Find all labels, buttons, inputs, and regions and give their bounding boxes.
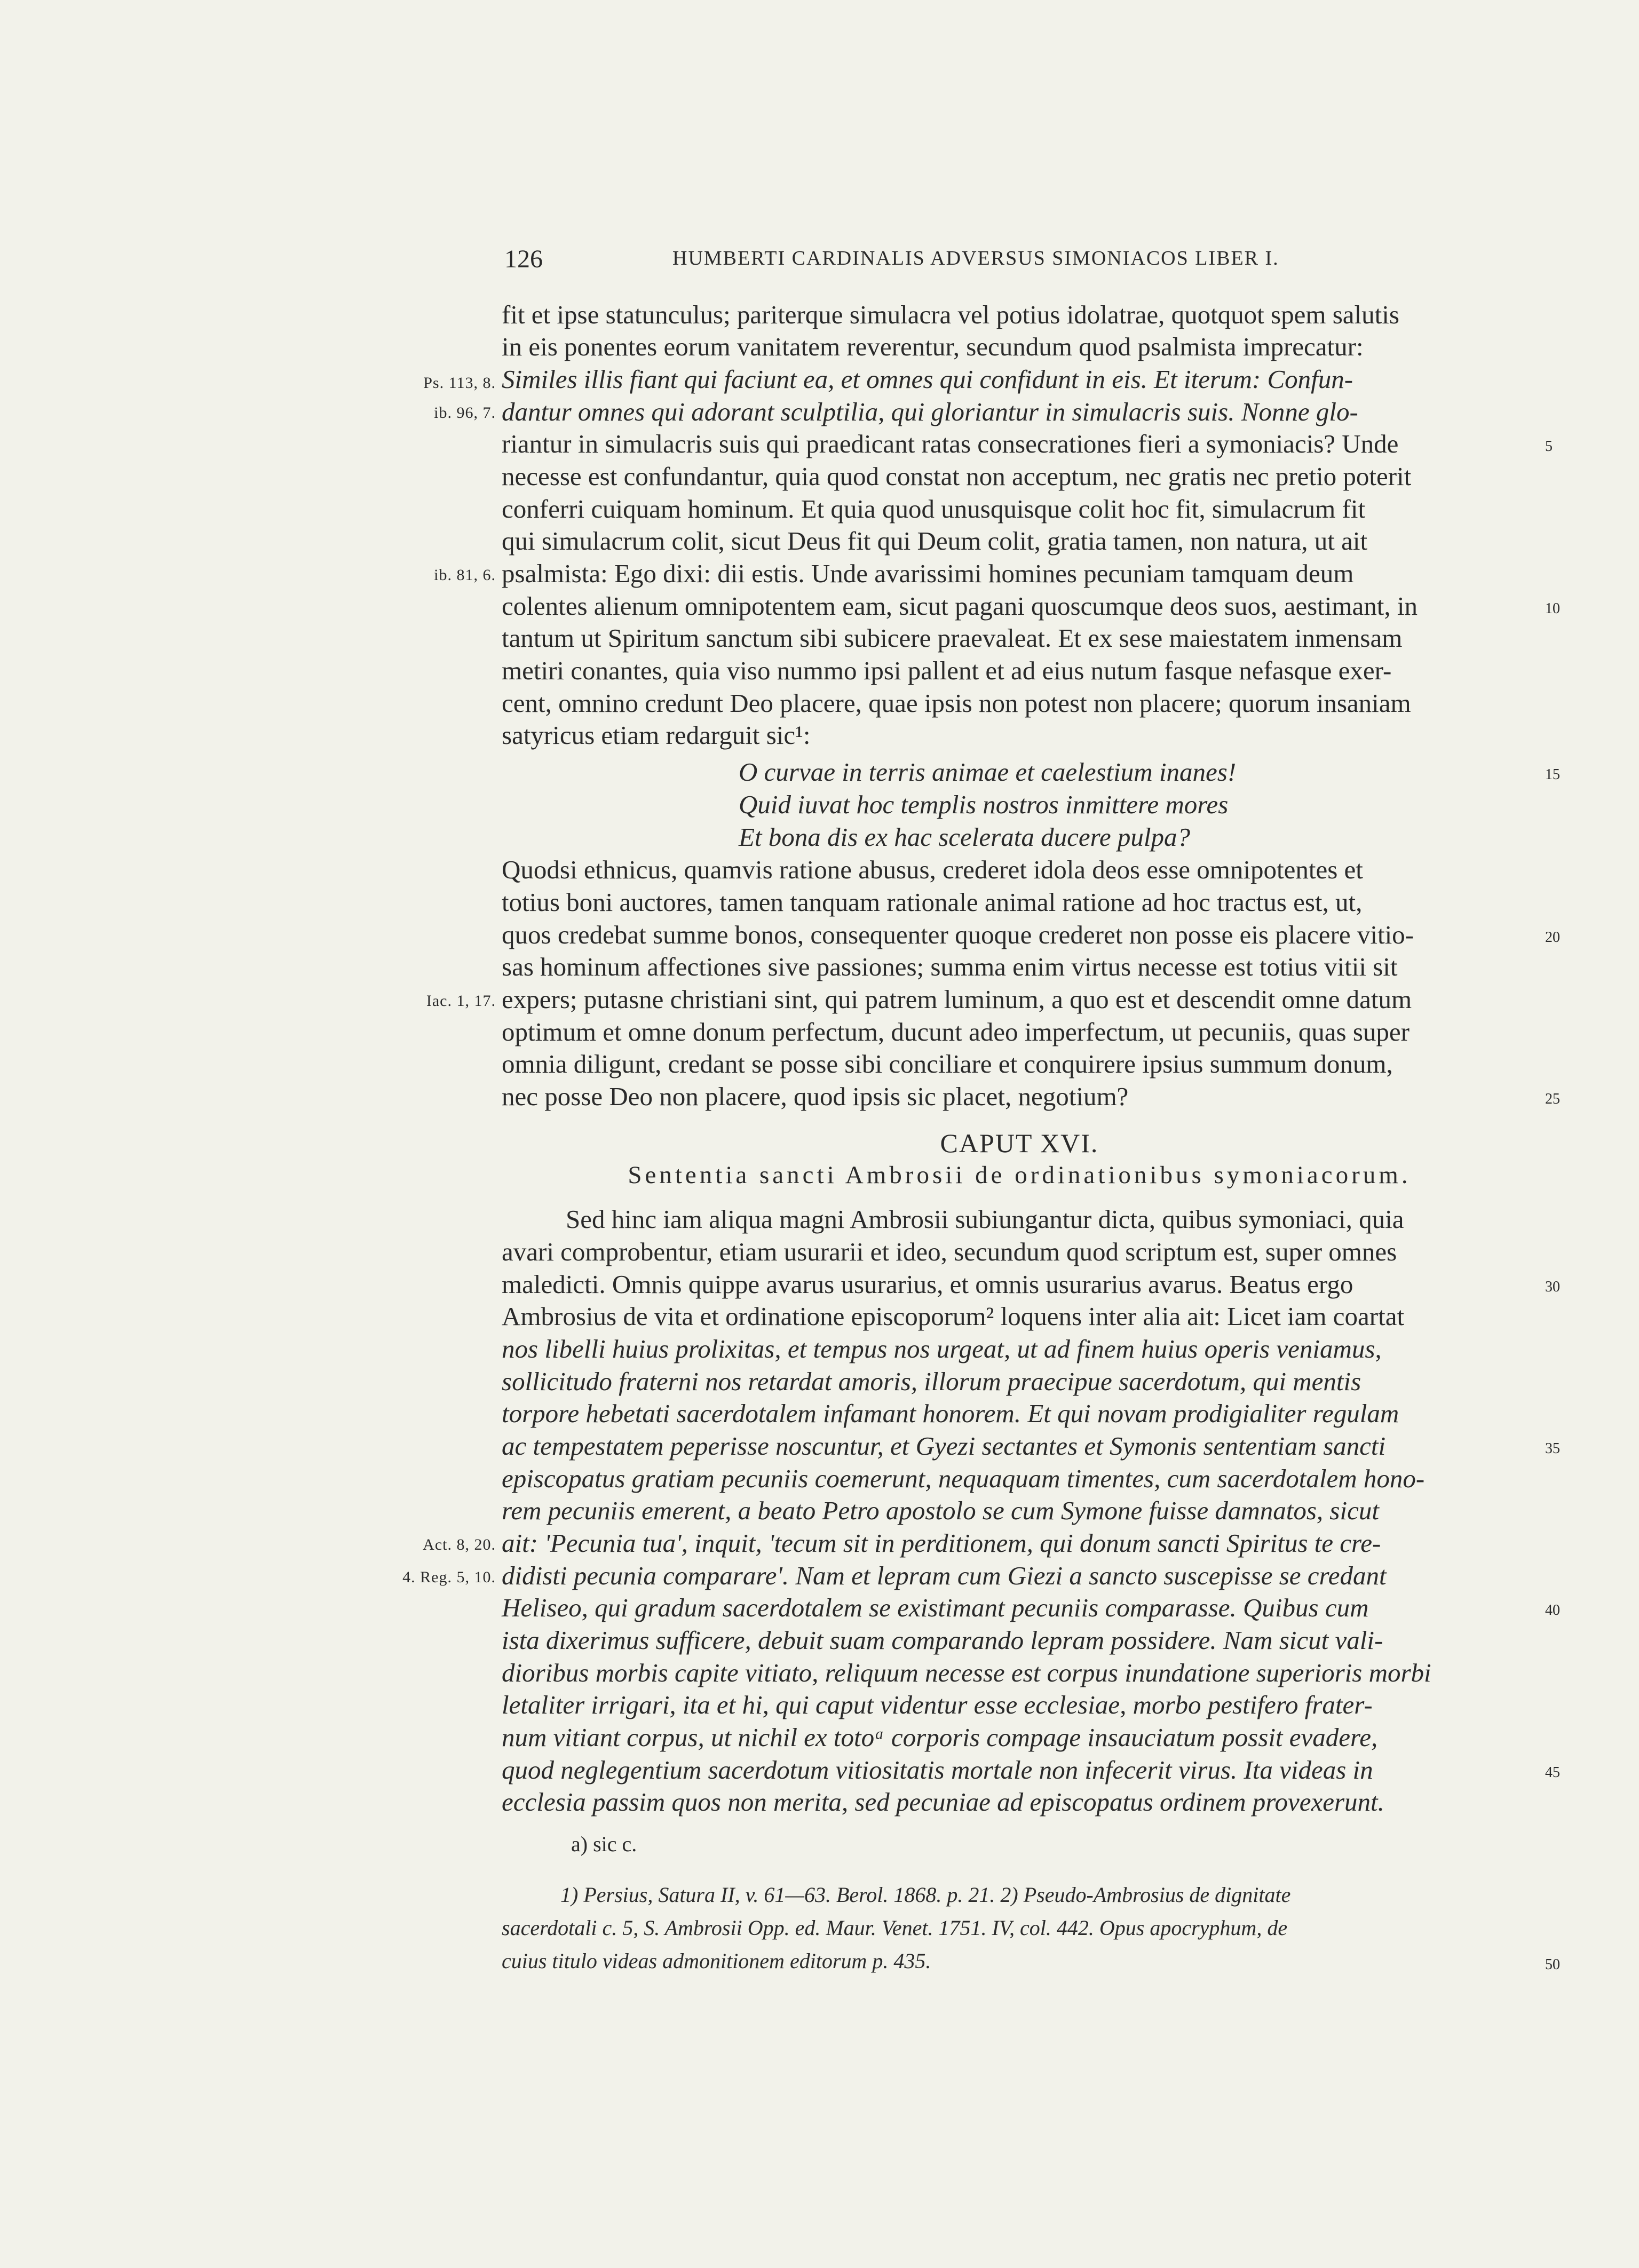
text-line: quod neglegentium sacerdotum vitiositatis mortale non infecerit virus. Ita videas in bbox=[502, 1755, 1373, 1785]
line-number: 10 bbox=[1545, 600, 1560, 617]
line-number: 50 bbox=[1545, 1956, 1560, 1973]
source-footnote: 1) Persius, Satura II, v. 61—63. Berol. 1868. p. 21. 2) Pseudo-Ambrosius de dignitate bbox=[560, 1883, 1291, 1907]
line-number: 35 bbox=[1545, 1440, 1560, 1457]
text-line: ista dixerimus sufficere, debuit suam comparando lepram possidere. Nam sicut vali- bbox=[502, 1625, 1383, 1655]
text-line: fit et ipse statunculus; pariterque simulacra vel potius idolatrae, quotquot spem salutis bbox=[502, 300, 1399, 329]
margin-reference: Ps. 113, 8. bbox=[423, 374, 496, 392]
source-footnote: cuius titulo videas admonitionem editorum p. 435. bbox=[502, 1949, 931, 1973]
text-line: optimum et omne donum perfectum, ducunt adeo imperfectum, ut pecuniis, quas super bbox=[502, 1017, 1410, 1046]
verse-line: Quid iuvat hoc templis nostros inmittere mores bbox=[739, 790, 1229, 819]
verse-line: O curvae in terris animae et caelestium inanes! bbox=[739, 757, 1237, 787]
text-line: rem pecuniis emerent, a beato Petro apostolo se cum Symone fuisse damnatos, sicut bbox=[502, 1496, 1379, 1525]
text-line: maledicti. Omnis quippe avarus usurarius, et omnis usurarius avarus. Beatus ergo bbox=[502, 1270, 1353, 1299]
margin-reference: ib. 96, 7. bbox=[434, 404, 496, 422]
chapter-rubric: Sententia sancti Ambrosii de ordinationibus symoniacorum. bbox=[628, 1161, 1411, 1189]
text-line: quos credebat summe bonos, consequenter quoque crederet non posse eis placere vitio- bbox=[502, 920, 1414, 949]
text-line: riantur in simulacris suis qui praedicant ratas consecrationes fieri a symoniacis? Unde bbox=[502, 429, 1399, 458]
running-title: HUMBERTI CARDINALIS ADVERSUS SIMONIACOS LIBER I. bbox=[672, 247, 1279, 269]
source-footnote: sacerdotali c. 5, S. Ambrosii Opp. ed. Maur. Venet. 1751. IV, col. 442. Opus apocryphum, de bbox=[502, 1916, 1288, 1940]
line-number: 45 bbox=[1545, 1764, 1560, 1781]
margin-reference: Iac. 1, 17. bbox=[426, 992, 496, 1010]
text-line: Heliseo, qui gradum sacerdotalem se existimant pecuniis comparasse. Quibus cum bbox=[502, 1593, 1369, 1622]
text-line: necesse est confundantur, quia quod constat non acceptum, nec gratis nec pretio poterit bbox=[502, 462, 1412, 491]
text-line: ait: 'Pecunia tua', inquit, 'tecum sit in perditionem, qui donum sancti Spiritus te cre- bbox=[502, 1528, 1381, 1558]
page-number: 126 bbox=[504, 245, 543, 273]
text-line: episcopatus gratiam pecuniis coemerunt, nequaquam timentes, cum sacerdotalem hono- bbox=[502, 1464, 1425, 1493]
text-line: nec posse Deo non placere, quod ipsis sic placet, negotium? bbox=[502, 1082, 1129, 1111]
margin-reference: Act. 8, 20. bbox=[423, 1536, 496, 1553]
text-line: psalmista: Ego dixi: dii estis. Unde avarissimi homines pecuniam tamquam deum bbox=[502, 559, 1354, 588]
text-line: ac tempestatem peperisse noscuntur, et Gyezi sectantes et Symonis sententiam sancti bbox=[502, 1431, 1386, 1461]
line-number: 15 bbox=[1545, 766, 1560, 783]
text-line: cent, omnino credunt Deo placere, quae ipsis non potest non placere; quorum insaniam bbox=[502, 688, 1411, 718]
text-line: qui simulacrum colit, sicut Deus fit qui Deum colit, gratia tamen, non natura, ut ait bbox=[502, 526, 1368, 556]
text-line: didisti pecunia comparare'. Nam et lepram cum Giezi a sancto suscepisse se credant bbox=[502, 1561, 1387, 1590]
verse-line: Et bona dis ex hac scelerata ducere pulpa? bbox=[739, 822, 1190, 852]
text-line: Similes illis fiant qui faciunt ea, et omnes qui confidunt in eis. Et iterum: Confun- bbox=[502, 364, 1353, 394]
running-header bbox=[504, 244, 1372, 279]
margin-reference: 4. Reg. 5, 10. bbox=[402, 1568, 496, 1586]
text-line: num vitiant corpus, ut nichil ex totoᵃ corporis compage insauciatum possit evadere, bbox=[502, 1723, 1378, 1752]
text-line: ecclesia passim quos non merita, sed pecuniae ad episcopatus ordinem provexerunt. bbox=[502, 1787, 1384, 1817]
line-number: 30 bbox=[1545, 1279, 1560, 1295]
text-line: dantur omnes qui adorant sculptilia, qui gloriantur in simulacris suis. Nonne glo- bbox=[502, 397, 1358, 426]
textual-footnote: a) sic c. bbox=[571, 1832, 637, 1856]
text-line: dioribus morbis capite vitiato, reliquum necesse est corpus inundatione superioris morbi bbox=[502, 1658, 1431, 1687]
margin-reference: ib. 81, 6. bbox=[434, 566, 496, 584]
text-line: tantum ut Spiritum sanctum sibi subicere praevaleat. Et ex sese maiestatem inmensam bbox=[502, 623, 1403, 653]
line-number: 40 bbox=[1545, 1602, 1560, 1619]
chapter-heading: CAPUT XVI. bbox=[940, 1128, 1099, 1158]
line-number: 25 bbox=[1545, 1091, 1560, 1107]
text-line: conferri cuiquam hominum. Et quia quod unusquisque colit hoc fit, simulacrum fit bbox=[502, 494, 1366, 524]
text-line: letaliter irrigari, ita et hi, qui caput videntur esse ecclesiae, morbo pestifero frater- bbox=[502, 1690, 1373, 1719]
text-line: Ambrosius de vita et ordinatione episcoporum² loquens inter alia ait: Licet iam coartat bbox=[502, 1302, 1405, 1331]
text-line: colentes alienum omnipotentem eam, sicut pagani quoscumque deos suos, aestimant, in bbox=[502, 591, 1418, 621]
text-line: expers; putasne christiani sint, qui patrem luminum, a quo est et descendit omne datum bbox=[502, 985, 1412, 1014]
text-line: totius boni auctores, tamen tanquam rationale animal ratione ad hoc tractus est, ut, bbox=[502, 887, 1363, 917]
text-line: sollicitudo fraterni nos retardat amoris, illorum praecipue sacerdotum, qui mentis bbox=[502, 1367, 1361, 1396]
text-line: nos libelli huius prolixitas, et tempus nos urgeat, ut ad finem huius operis veniamus, bbox=[502, 1334, 1382, 1363]
text-line: Sed hinc iam aliqua magni Ambrosii subiungantur dicta, quibus symoniaci, quia bbox=[566, 1204, 1404, 1234]
text-line: torpore hebetati sacerdotalem infamant honorem. Et qui novam prodigialiter regulam bbox=[502, 1399, 1399, 1428]
text-line: sas hominum affectiones sive passiones; summa enim virtus necesse est totius vitii sit bbox=[502, 952, 1398, 981]
line-number: 5 bbox=[1545, 438, 1553, 455]
text-line: avari comprobentur, etiam usurarii et ideo, secundum quod scriptum est, super omnes bbox=[502, 1237, 1397, 1266]
text-line: in eis ponentes eorum vanitatem reverentur, secundum quod psalmista imprecatur: bbox=[502, 332, 1364, 361]
line-number: 20 bbox=[1545, 929, 1560, 946]
text-line: Quodsi ethnicus, quamvis ratione abusus, crederet idola deos esse omnipotentes et bbox=[502, 855, 1363, 884]
text-line: satyricus etiam redarguit sic¹: bbox=[502, 720, 811, 750]
text-line: omnia diligunt, credant se posse sibi conciliare et conquirere ipsius summum donum, bbox=[502, 1049, 1393, 1079]
text-line: metiri conantes, quia viso nummo ipsi pallent et ad eius nutum fasque nefasque exer- bbox=[502, 656, 1392, 685]
